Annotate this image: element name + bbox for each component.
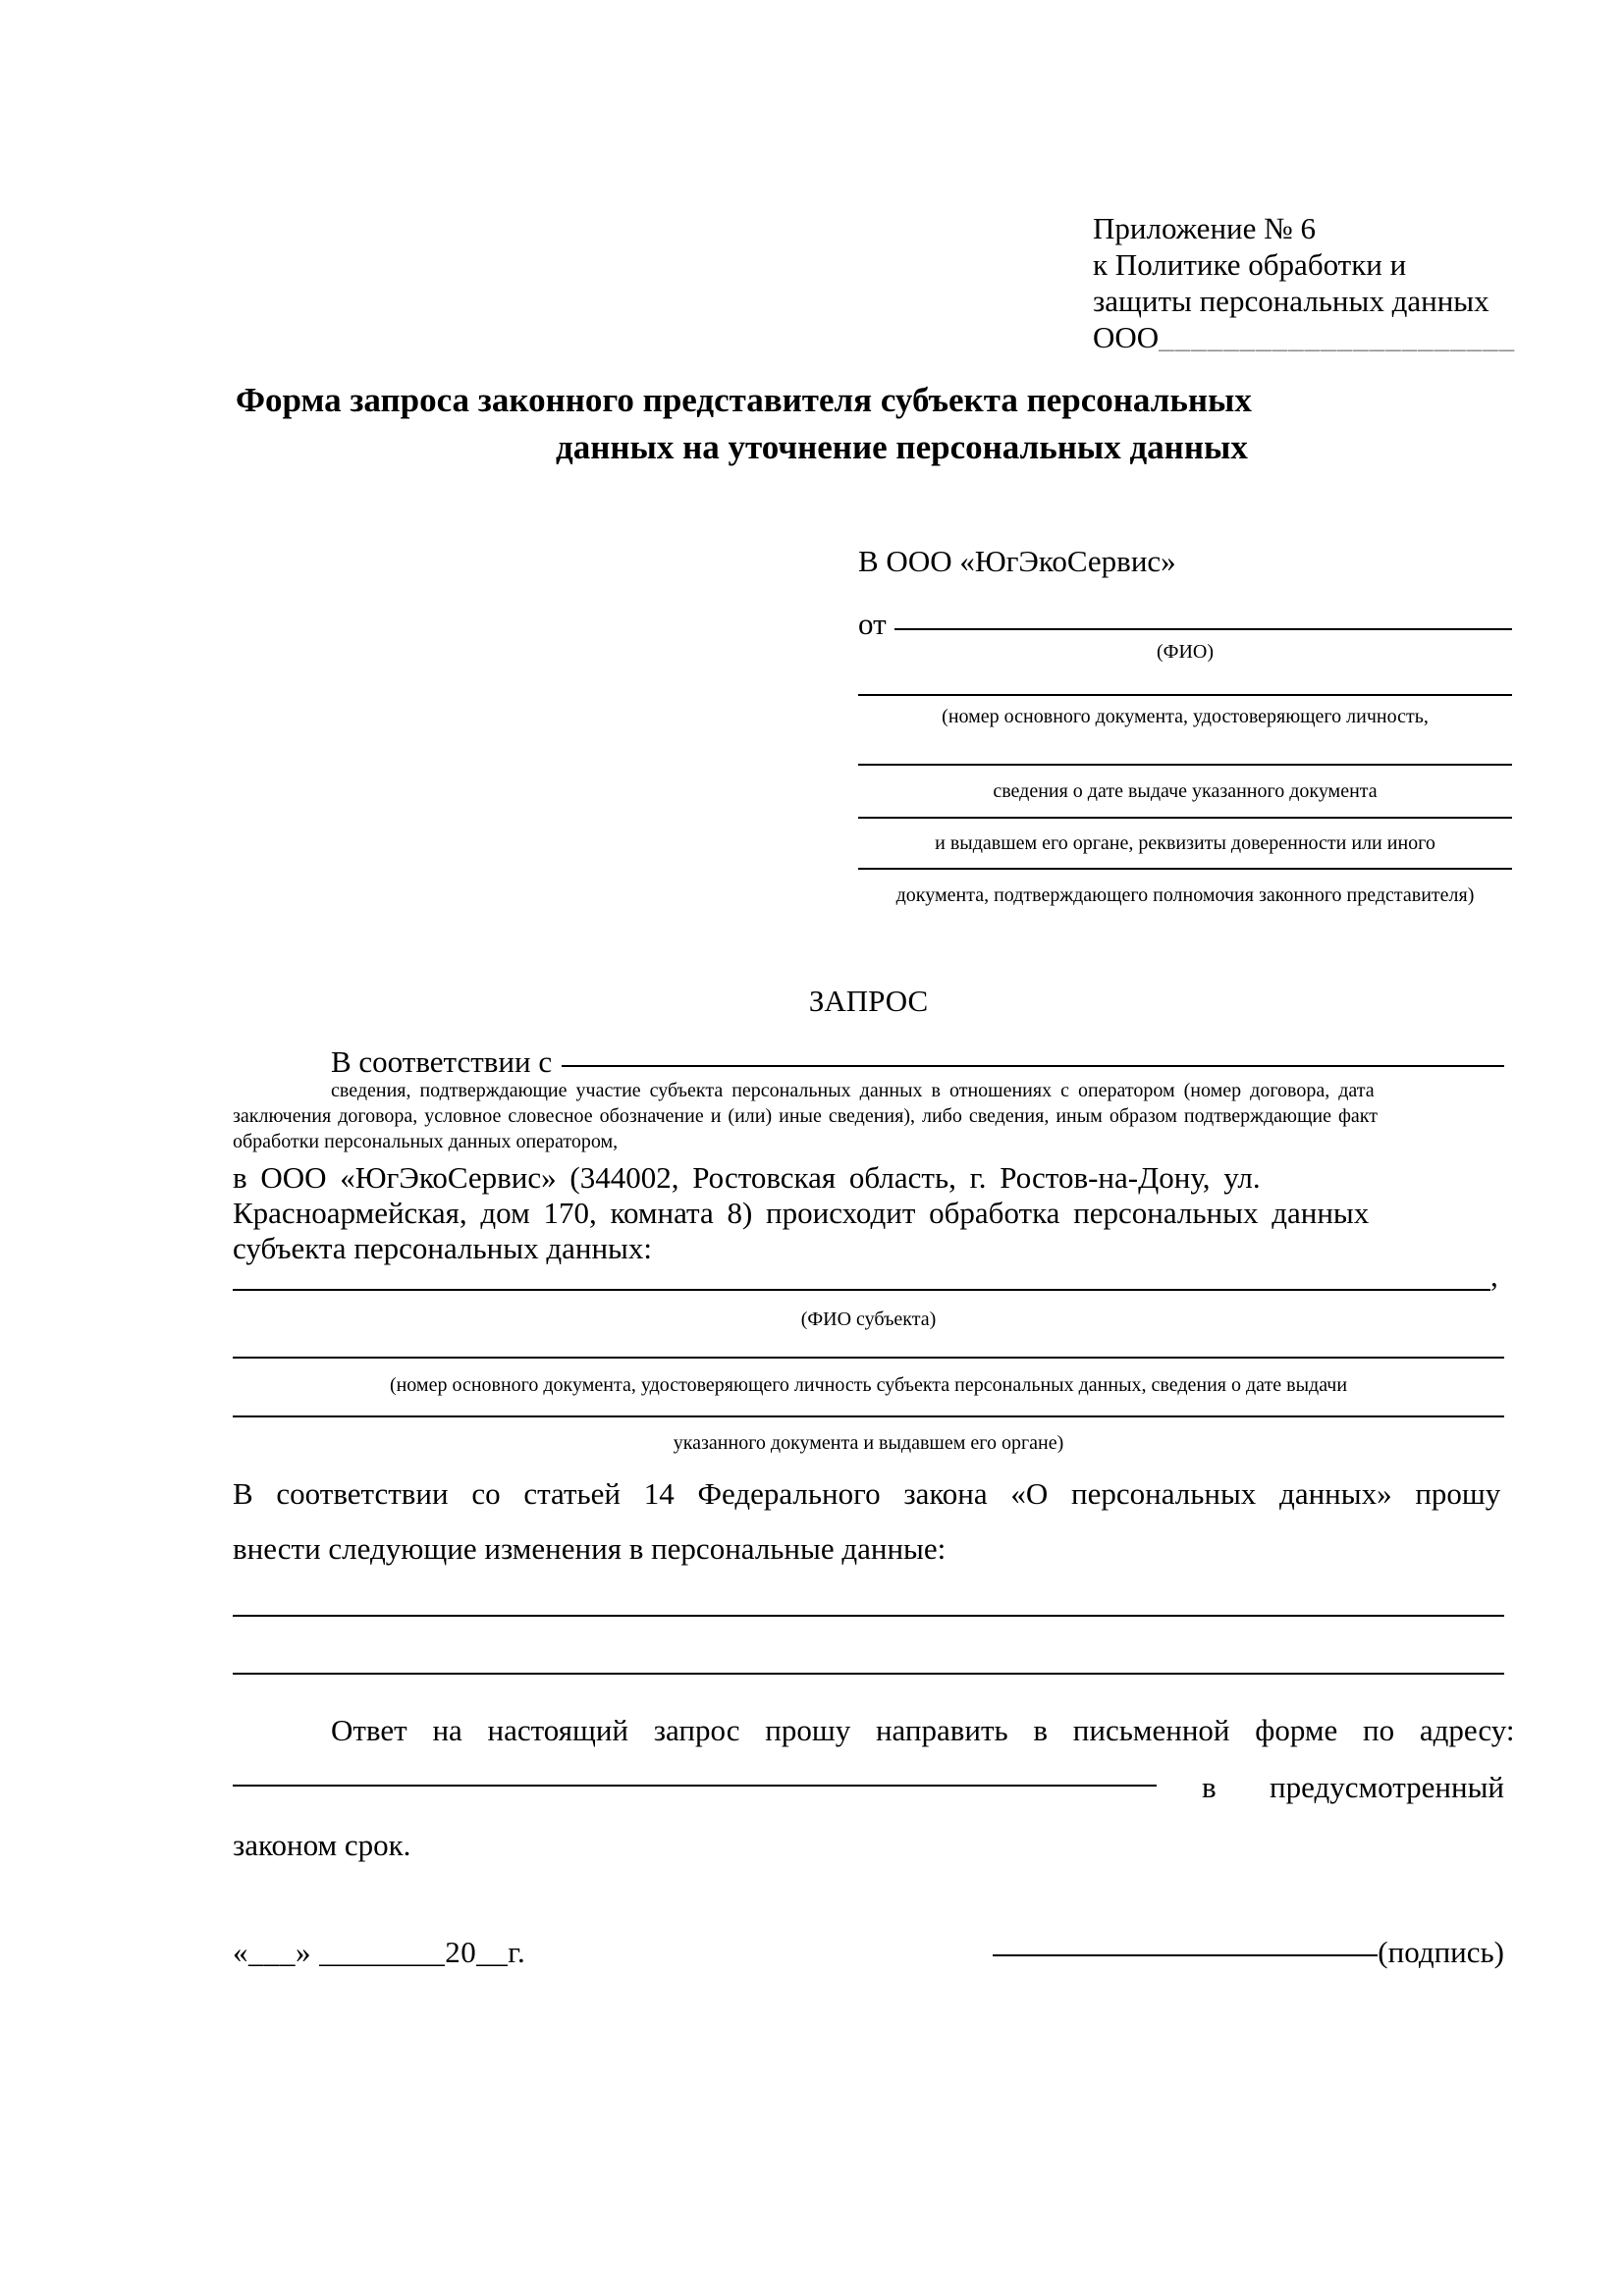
issue-date-blank-field <box>858 730 1512 766</box>
address-blank-field <box>233 1768 1157 1787</box>
answer-word: предусмотренный <box>1270 1770 1504 1804</box>
answer-paragraph-line: Ответ на настоящий запрос прошу направить в письменной форме по адресу: <box>331 1713 1515 1747</box>
fio-caption: (ФИО) <box>1156 641 1214 663</box>
blank-caption: (номер основного документа, удостоверяющего личность, <box>942 706 1429 727</box>
relation-evidence-blank-field <box>562 1042 1504 1067</box>
body-line: Красноармейская, дом 170, комната 8) происходит обработка персональных данных <box>233 1196 1370 1230</box>
subject-fio-blank-field <box>233 1266 1490 1291</box>
company-blank-field: ______________________ <box>1159 320 1516 354</box>
request-heading: ЗАПРОС <box>808 984 929 1018</box>
law-line: В соответствии со статьей 14 Федерального закона «О персональных данных» прошу <box>233 1476 1501 1511</box>
subject-document-blank-field <box>233 1399 1504 1417</box>
signature-caption: (подпись) <box>1378 1935 1504 1969</box>
company-label: ООО <box>1093 320 1160 354</box>
changes-blank-field <box>233 1617 1504 1675</box>
according-row <box>233 1042 1504 1082</box>
from-label: от <box>858 607 887 641</box>
body-line: субъекта персональных данных: <box>233 1231 652 1265</box>
law-line: внести следующие изменения в персональные данные: <box>233 1531 947 1566</box>
main-body <box>233 977 1515 1975</box>
subject-fio-caption: (ФИО субъекта) <box>800 1308 937 1330</box>
trailing-comma: , <box>1490 1258 1498 1293</box>
page-title: данных на уточнение персональных данных <box>556 428 1248 466</box>
appendix-company-row <box>1093 319 1515 355</box>
subject-fio-row <box>233 1258 1504 1293</box>
page-title: Форма запроса законного представителя субъекта персональных <box>236 381 1252 419</box>
fio-blank-field <box>894 607 1512 630</box>
signature-row <box>233 1930 1504 1975</box>
appendix-line: к Политике обработки и <box>1093 247 1407 282</box>
law-paragraph <box>233 1467 1504 1576</box>
footnote-line: обработки персональных данных оператором, <box>233 1131 619 1152</box>
recipient-block <box>858 542 1512 909</box>
body-line: в ООО «ЮгЭкоСервис» (344002, Ростовская область, г. Ростов-на-Дону, ул. <box>233 1160 1261 1195</box>
footnote-line: заключения договора, условное словесное обозначение и (или) иные сведения), либо сведения, иным образом подтверждающие факт <box>233 1105 1378 1127</box>
answer-address-row <box>233 1768 1504 1807</box>
blank-caption: и выдавшем его органе, реквизиты доверенности или иного <box>935 832 1435 854</box>
addressee-line: В ООО «ЮгЭкоСервис» <box>858 544 1176 578</box>
blank-caption: указанного документа и выдавшем его органе) <box>673 1432 1064 1454</box>
blank-caption: документа, подтверждающего полномочия законного представителя) <box>895 884 1475 906</box>
authority-document-blank-field <box>858 857 1512 870</box>
answer-word: в <box>1202 1770 1217 1804</box>
appendix-line: Приложение № 6 <box>1093 211 1316 245</box>
changes-blank-field <box>233 1576 1504 1617</box>
signature-blank-field <box>993 1930 1378 1956</box>
footnote-line: сведения, подтверждающие участие субъекта персональных данных в отношениях с оператором (номер договора, дата <box>331 1080 1375 1101</box>
blank-caption: (номер основного документа, удостоверяющего личность субъекта персональных данных, сведения о дате выдачи <box>389 1374 1348 1396</box>
date-blank-field: «___» ________20__г. <box>233 1935 526 1969</box>
answer-paragraph-line: законом срок. <box>233 1828 411 1862</box>
blank-caption: сведения о дате выдаче указанного документа <box>993 780 1378 802</box>
operator-paragraph <box>233 1160 1504 1266</box>
appendix-block <box>1093 210 1515 355</box>
appendix-line: защиты персональных данных <box>1093 284 1489 318</box>
issuing-authority-blank-field <box>858 805 1512 819</box>
document-number-blank-field <box>858 666 1512 696</box>
footnote-paragraph <box>233 1078 1504 1154</box>
subject-document-blank-field <box>233 1333 1504 1359</box>
according-label: В соответствии с <box>331 1044 553 1079</box>
signature-group <box>993 1930 1504 1975</box>
